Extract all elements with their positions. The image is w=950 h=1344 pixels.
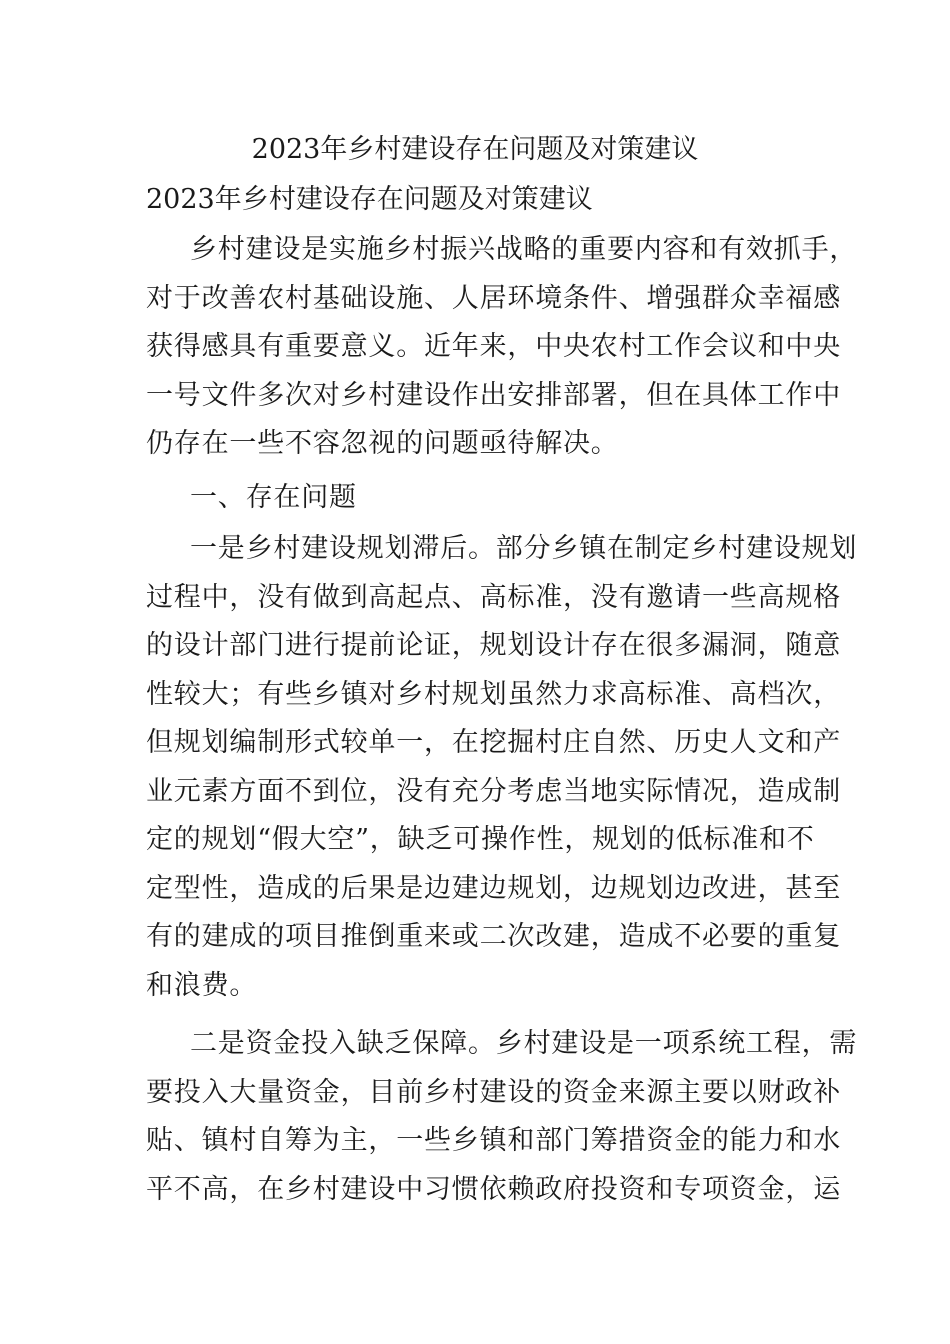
paragraph-line: 过程中，没有做到高起点、高标准，没有邀请一些高规格 xyxy=(146,581,841,613)
section-heading xyxy=(146,474,826,523)
paragraph-line: 性较大；有些乡镇对乡村规划虽然力求高标准、高档次， xyxy=(146,678,841,710)
paragraph-line: 和浪费。 xyxy=(146,969,258,1001)
document-title: 2023年乡村建设存在问题及对策建议 xyxy=(251,134,699,165)
paragraph-line: 定型性，造成的后果是边建边规划，边规划边改进，甚至 xyxy=(146,872,841,904)
paragraph-line: 乡村建设是实施乡村振兴战略的重要内容和有效抓手， xyxy=(190,234,858,265)
paragraph-line: 业元素方面不到位，没有充分考虑当地实际情况，造成制 xyxy=(146,775,841,807)
paragraph-planning xyxy=(146,525,858,1010)
paragraph-intro xyxy=(146,226,858,469)
document-subtitle: 2023年乡村建设存在问题及对策建议 xyxy=(146,184,593,215)
paragraph-funding xyxy=(146,1020,858,1214)
paragraph-line: 有的建成的项目推倒重来或二次改建，造成不必要的重复 xyxy=(146,921,841,952)
paragraph-line: 二是资金投入缺乏保障。乡村建设是一项系统工程，需 xyxy=(190,1028,858,1059)
paragraph-line: 定的规划“假大空”，缺乏可操作性，规划的低标准和不 xyxy=(146,824,815,855)
paragraph-line: 的设计部门进行提前论证，规划设计存在很多漏洞，随意 xyxy=(146,630,841,661)
paragraph-line: 要投入大量资金，目前乡村建设的资金来源主要以财政补 xyxy=(146,1076,841,1108)
section-heading-text: 一、存在问题 xyxy=(190,482,357,513)
paragraph-line: 贴、镇村自筹为主，一些乡镇和部门筹措资金的能力和水 xyxy=(146,1125,841,1156)
paragraph-line: 但规划编制形式较单一，在挖掘村庄自然、历史人文和产 xyxy=(146,727,841,758)
paragraph-line: 一是乡村建设规划滞后。部分乡镇在制定乡村建设规划 xyxy=(190,533,858,564)
paragraph-line: 仍存在一些不容忽视的问题亟待解决。 xyxy=(146,428,619,459)
paragraph-line: 平不高，在乡村建设中习惯依赖政府投资和专项资金，运 xyxy=(146,1173,841,1205)
paragraph-line: 获得感具有重要意义。近年来，中央农村工作会议和中央 xyxy=(146,331,841,362)
paragraph-line: 一号文件多次对乡村建设作出安排部署，但在具体工作中 xyxy=(146,379,841,411)
paragraph-line: 对于改善农村基础设施、人居环境条件、增强群众幸福感 xyxy=(146,282,841,314)
